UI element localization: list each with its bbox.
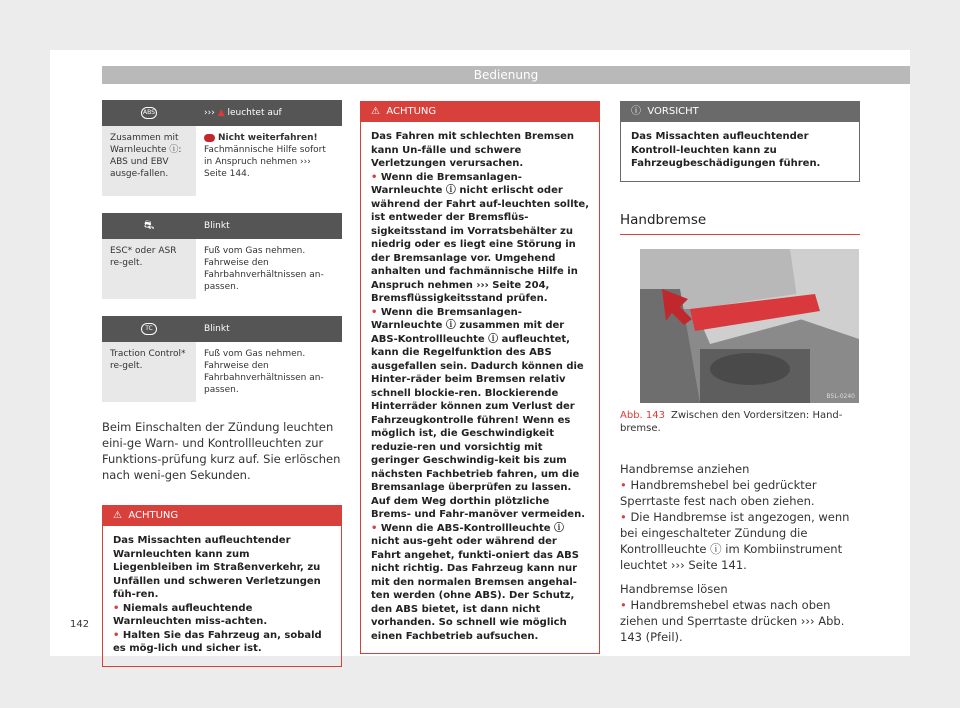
achtung-bullet: Niemals aufleuchtende Warnleuchten miss-achten.: [113, 602, 268, 627]
vorsicht-label: VORSICHT: [647, 106, 699, 117]
achtung-box-2: [360, 101, 600, 654]
achtung-bullet: Wenn die Bremsanlagen-Warnleuchte ⓘ zusammen mit der ABS-Kontrollleuchte ⓘ aufleuchtet, kann die Regelfunktion des ABS ausgefallen sein. Dadurch können die Hinter-räder beim Bremsen relativ schnell blockie-ren. Blockierende Hinterräder können zum Verlust der Fahrzeugkontrolle führen! Wenn es möglich ist, die Geschwindigkeit reduzie-ren und vorsichtig mit geringer Geschwindig-keit bis zum nächsten Fachbetrieb fahren, um die Bremsanlage überprüfen zu lassen. Auf dem Weg dorthin plötzliche Brems- und Fahr-manöver vermeiden.: [371, 306, 586, 520]
subheading-release: Handbremse lösen: [620, 581, 728, 596]
bullet: •: [113, 602, 120, 614]
bullet: •: [620, 477, 627, 492]
section-title: Handbremse: [620, 212, 860, 235]
bullet: •: [371, 306, 378, 318]
bullet: •: [371, 522, 378, 534]
handbrake-figure: [640, 249, 859, 403]
vorsicht-header: [621, 102, 859, 122]
instruction-bullet: Die Handbremse ist angezogen, wenn bei eingeschalteter Zündung die Kontrollleuchte ⓘ im Kombiinstrument leuchtet ››› Seite 141.: [620, 509, 850, 572]
handbrake-illustration: [640, 249, 859, 403]
achtung-box-1: [102, 505, 342, 667]
achtung-intro: Das Missachten aufleuchtender Warnleuchten kann zum Liegenbleiben im Straßenverkehr, zu Unfällen und schweren Verletzungen füh-ren.: [113, 535, 321, 600]
vorsicht-text: Das Missachten aufleuchtender Kontroll-leuchten kann zu Fahrzeugbeschädigungen führen.: [631, 131, 821, 169]
warning-triangle-icon: ⚠: [371, 106, 380, 117]
figure-code: B5L-0240: [826, 392, 855, 400]
vorsicht-box: [620, 101, 860, 182]
left-column: [102, 100, 342, 667]
info-circle-icon: ⓘ: [631, 106, 641, 117]
table-cell-condition: Zusammen mit Warnleuchte ⓘ: ABS und EBV ausge-fallen.: [102, 126, 196, 196]
achtung-label: ACHTUNG: [128, 510, 179, 521]
esc-skid-icon: ⛐: [143, 218, 155, 232]
figure-caption: [620, 409, 860, 435]
right-column: [620, 101, 860, 645]
achtung-bullet: Wenn die ABS-Kontrollleuchte ⓘ nicht aus-geht oder während der Fahrt angehet, funkti-oniert das ABS nicht richtig. Das Fahrzeug kann nur mit den normalen Bremsen angehal-ten werden (ohne ABS). Der Schutz, den ABS bietet, ist dann nicht vorhanden. So schnell wie möglich einen Fachbetrieb aufsuchen.: [371, 522, 579, 642]
table-cell-action: Fuß vom Gas nehmen. Fahrweise den Fahrbahnverhältnissen an-passen.: [196, 342, 342, 402]
head-arrows: ›››: [204, 108, 215, 118]
subheading-apply: Handbremse anziehen: [620, 461, 750, 476]
table-cell-action: Fuß vom Gas nehmen. Fahrweise den Fahrbahnverhältnissen an-passen.: [196, 239, 342, 299]
achtung-header: [361, 102, 599, 122]
warning-triangle-icon: ▲: [217, 108, 225, 118]
table-head-text: Blinkt: [204, 324, 230, 334]
table-cell-bold: Nicht weiterfahren!: [218, 133, 318, 143]
instruction-bullet: Handbremshebel bei gedrückter Sperrtaste fest nach oben ziehen.: [620, 477, 817, 508]
table-head-text: leuchtet auf: [227, 108, 282, 118]
warning-table-tc: [102, 316, 342, 402]
body-paragraph: Beim Einschalten der Zündung leuchten eini-ge Warn- und Kontrollleuchten zur Funktions-prüfung kurz auf. Sie erlöschen nach weni-gen Sekunden.: [102, 420, 341, 482]
table-head-text: Blinkt: [204, 221, 230, 231]
achtung-label: ACHTUNG: [386, 106, 437, 117]
caption-text: Zwischen den Vordersitzen: Hand-bremse.: [620, 409, 843, 434]
table-cell-condition: ESC* oder ASR re-gelt.: [102, 239, 196, 299]
caption-label: Abb. 143: [620, 409, 665, 421]
bullet: •: [620, 597, 627, 612]
achtung-intro: Das Fahren mit schlechten Bremsen kann Un-fälle und schwere Verletzungen verursachen.: [371, 131, 575, 169]
manual-page: [50, 50, 910, 656]
header-title: Bedienung: [473, 68, 539, 82]
warning-triangle-icon: ⚠: [113, 510, 122, 521]
achtung-bullet: Wenn die Bremsanlagen-Warnleuchte ⓘ nicht erlischt oder während der Fahrt auf-leuchten sollte, ist entweder der Bremsflüs-sigkeitsstand im Vorratsbehälter zu niedrig oder es liegt eine Störung in der Bremsanlage vor. Umgehend anhalten und fachmännische Hilfe in Anspruch nehmen ››› Seite 204, Bremsflüssigkeitsstand prüfen.: [371, 171, 590, 304]
achtung-header: [103, 506, 341, 526]
page-number: 142: [70, 619, 90, 630]
table-cell-action: Fachmännische Hilfe sofort in Anspruch nehmen ››› Seite 144.: [204, 145, 326, 179]
page-header: [102, 66, 910, 84]
table-cell-condition: Traction Control* re-gelt.: [102, 342, 196, 402]
achtung-bullet: Halten Sie das Fahrzeug an, sobald es mög-lich und sicher ist.: [113, 629, 322, 654]
bullet: •: [371, 171, 378, 183]
handbrake-instructions: [620, 461, 860, 645]
bullet: •: [113, 629, 120, 641]
middle-column: [360, 101, 600, 654]
brake-warning-icon: [204, 134, 215, 142]
instruction-bullet: Handbremshebel etwas nach oben ziehen und Sperrtaste drücken ››› Abb. 143 (Pfeil).: [620, 597, 845, 644]
abs-icon: ABS: [141, 107, 157, 119]
warning-table-abs: [102, 100, 342, 196]
bullet: •: [620, 509, 627, 524]
warning-table-esc: [102, 213, 342, 299]
traction-control-icon: TC: [141, 323, 157, 335]
